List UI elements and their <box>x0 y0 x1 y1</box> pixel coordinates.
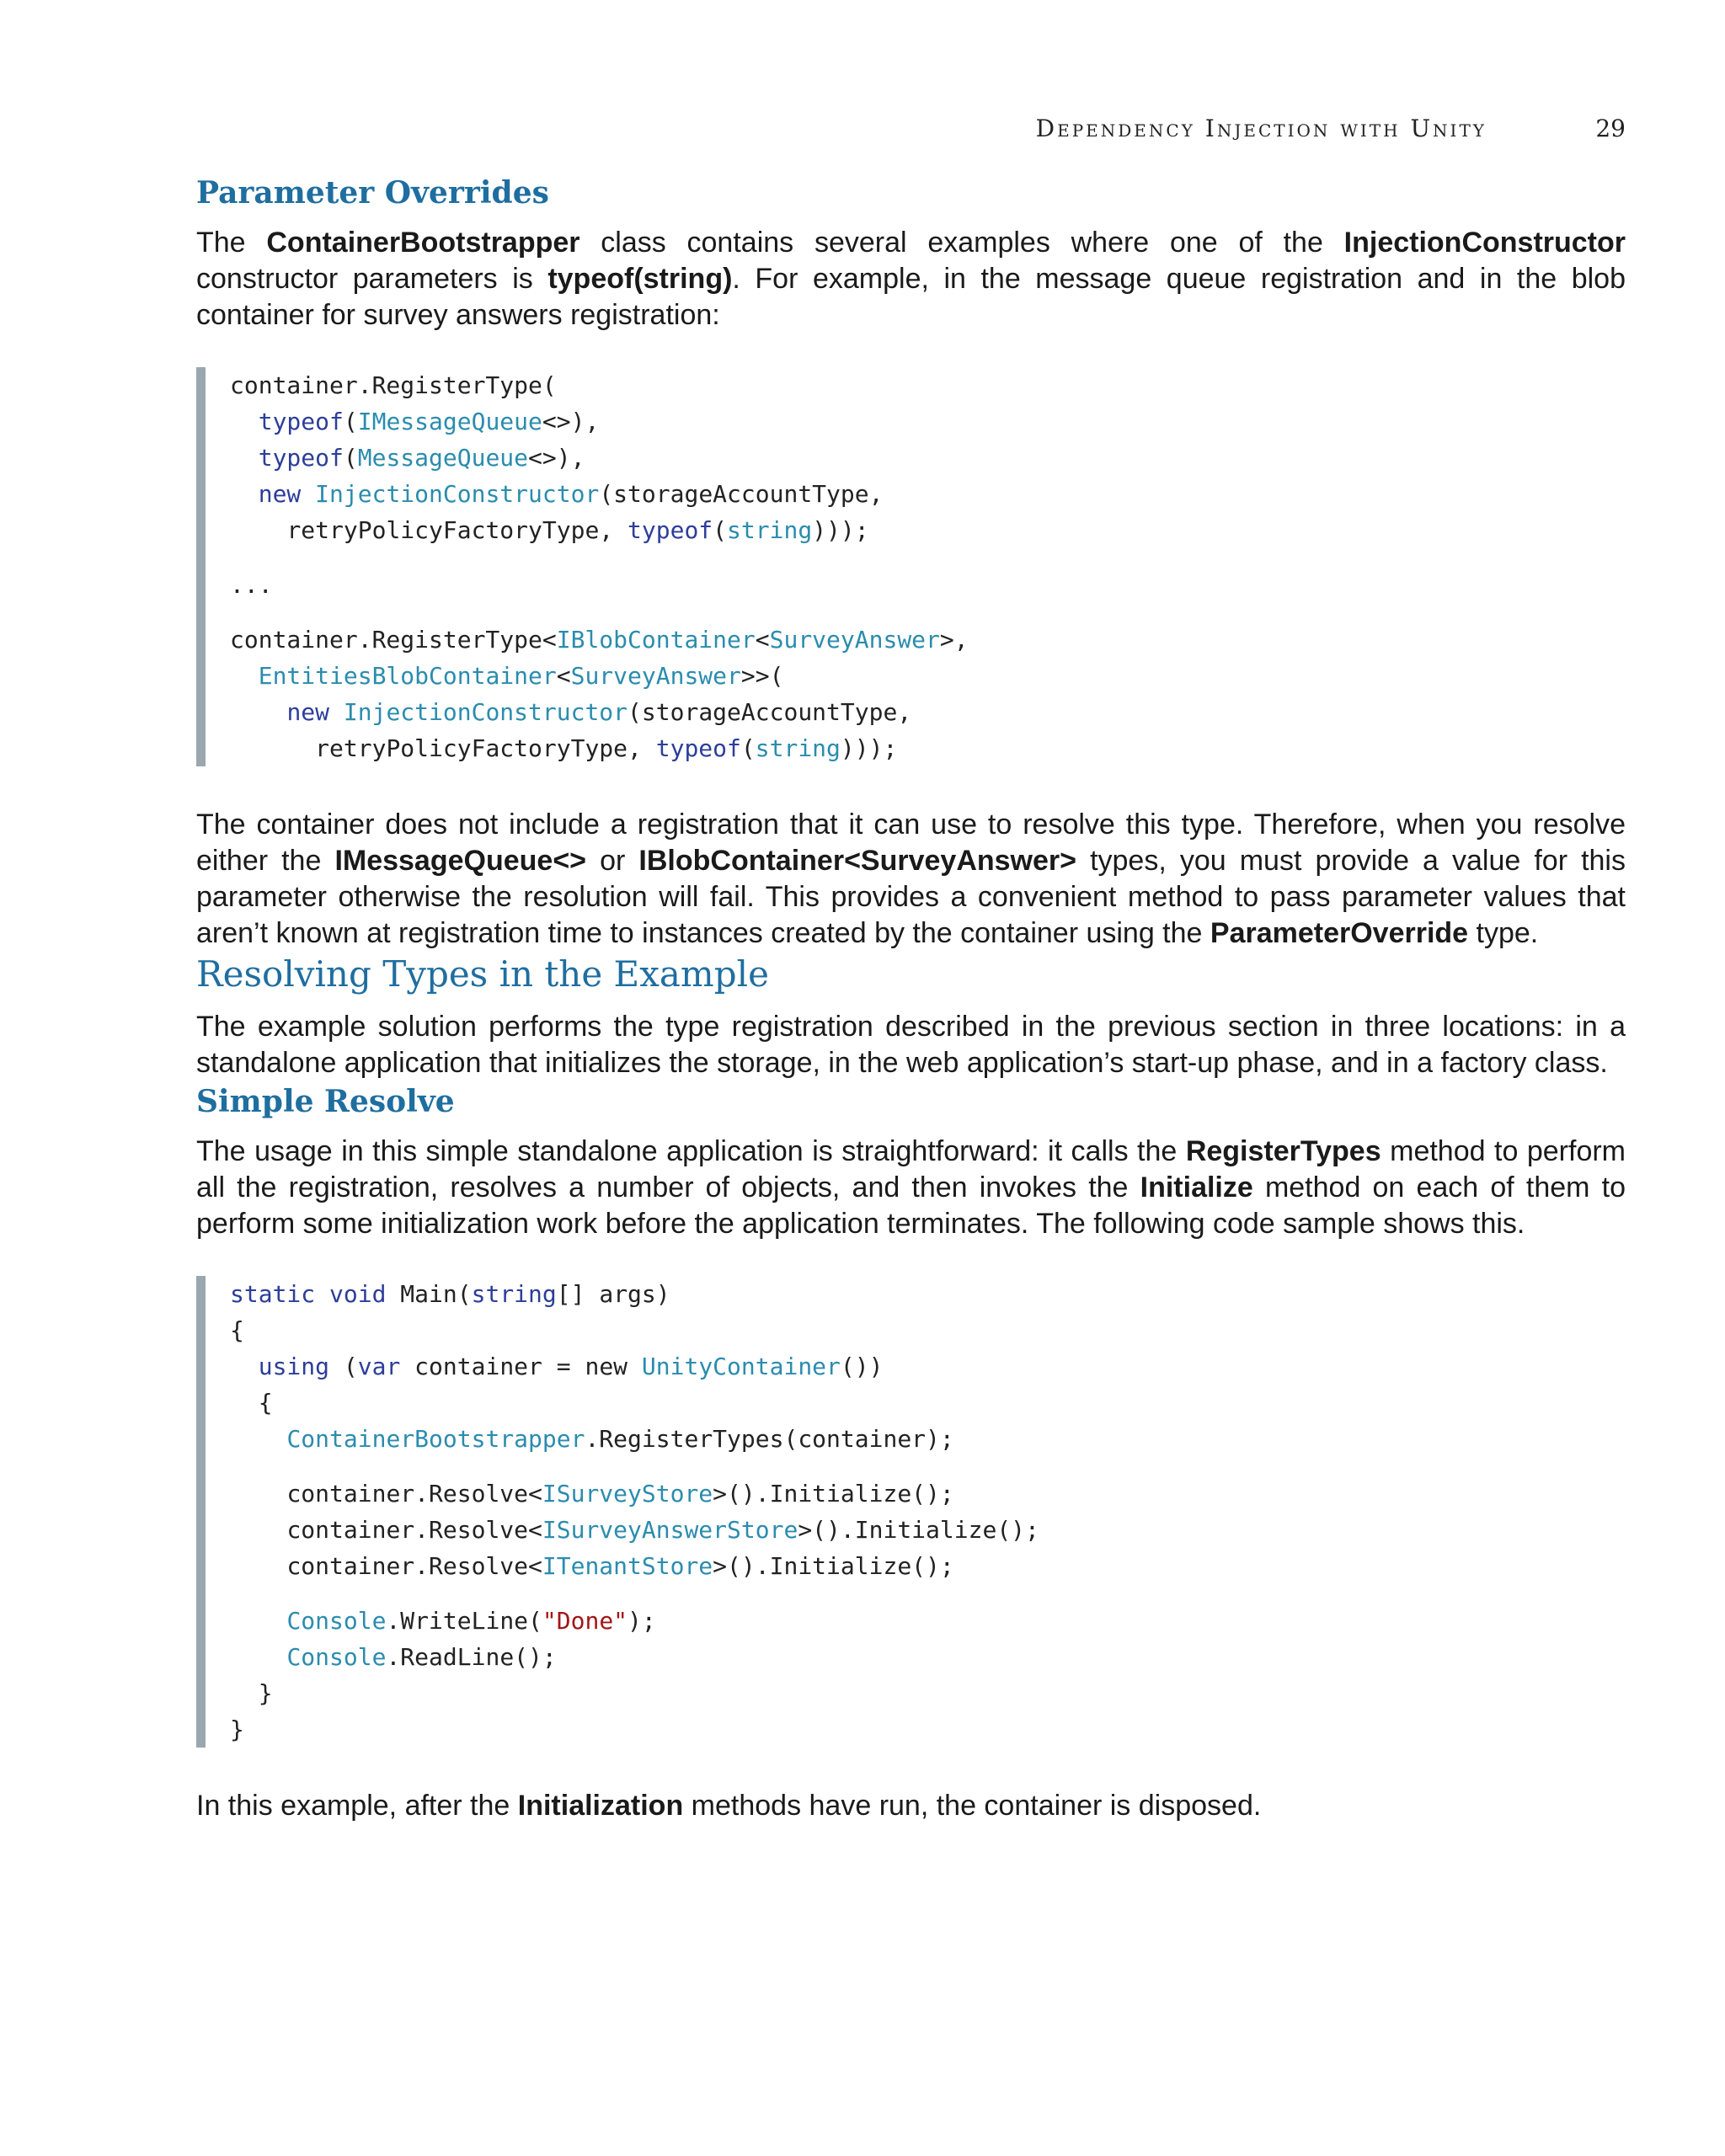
running-header <box>952 115 1626 145</box>
text: types, you must provide a value for this parameter otherwise the resolution will fail. This provides a convenient method to pass parameter values that aren’t known at registration time to instances created by the container using the <box>196 845 1626 949</box>
bold-term: typeof(string) <box>547 263 733 295</box>
code-line: typeof(MessageQueue<>), <box>258 444 585 472</box>
text: constructor parameters is <box>196 263 548 295</box>
bold-term: IBlobContainer<SurveyAnswer> <box>638 845 1077 877</box>
running-title: Dependency Injection with Unity <box>1035 115 1487 142</box>
text: methods have run, the container is disposed. <box>683 1790 1262 1822</box>
code-line: Console.WriteLine("Done"); <box>286 1607 656 1635</box>
text: The usage in this simple standalone application is straightforward: it calls the <box>196 1135 1186 1167</box>
page-content <box>196 173 1626 1824</box>
code-line: new InjectionConstructor(storageAccountType, <box>258 480 884 508</box>
bold-term: Initialize <box>1140 1171 1253 1203</box>
code-line: { <box>258 1389 273 1417</box>
bold-term: InjectionConstructor <box>1343 227 1626 259</box>
code-block-bar <box>196 1276 206 1748</box>
code-line: } <box>258 1679 273 1707</box>
paragraph-resolving-types: The example solution performs the type registration described in the previous section in three locations: in a standalone application that initializes the storage, in the web application’s start-up phase, and in a factory class. <box>196 1011 1626 1079</box>
heading-resolving-types: Resolving Types in the Example <box>196 953 769 995</box>
code-line: EntitiesBlobContainer<SurveyAnswer>>( <box>258 662 784 690</box>
code-line: retryPolicyFactoryType, typeof(string))); <box>286 516 869 544</box>
page-number: 29 <box>1595 115 1626 142</box>
code-line: typeof(IMessageQueue<>), <box>258 408 600 435</box>
code-ellipsis: ... <box>230 571 273 599</box>
code-line: Console.ReadLine(); <box>286 1643 557 1671</box>
paragraph-parameter-overrides <box>196 225 1626 334</box>
text: method to perform all the registration, resolves a number of objects, and then invokes the <box>196 1135 1626 1203</box>
code-line: } <box>230 1716 244 1743</box>
code-line: ContainerBootstrapper.RegisterTypes(container); <box>286 1425 954 1453</box>
code-line: container.Resolve<ITenantStore>().Initialize(); <box>286 1552 954 1580</box>
paragraph-disposed <box>196 1788 1626 1824</box>
code-line: container.RegisterType<IBlobContainer<SurveyAnswer>, <box>230 626 969 654</box>
bold-term: IMessageQueue<> <box>334 845 587 877</box>
code-block-registration <box>196 367 1626 766</box>
code-block-bar <box>196 367 206 766</box>
code-line: using (var container = new UnityContainer()) <box>258 1353 884 1380</box>
text: . For example, in the message queue registration and in the blob container for survey answers registration: <box>196 263 1626 331</box>
text: The container does not include a registration that it can use to resolve this type. Therefore, when you resolve either the <box>196 808 1626 877</box>
text: The <box>196 227 267 259</box>
code-line: static void Main(string[] args) <box>230 1280 670 1308</box>
paragraph-container-resolution <box>196 807 1626 952</box>
code-line: container.Resolve<ISurveyStore>().Initialize(); <box>286 1480 954 1508</box>
text: method on each of them to perform some initialization work before the application terminates. The following code sample shows this. <box>196 1171 1626 1240</box>
bold-term: ParameterOverride <box>1210 917 1469 949</box>
code-line: container.RegisterType( <box>230 371 557 399</box>
bold-term: ContainerBootstrapper <box>266 227 580 259</box>
paragraph-simple-resolve <box>196 1134 1626 1242</box>
code-line: retryPolicyFactoryType, typeof(string))); <box>315 734 898 762</box>
bold-term: Initialization <box>517 1790 684 1822</box>
text: In this example, after the <box>196 1790 518 1822</box>
text: or <box>586 845 639 877</box>
bold-term: RegisterTypes <box>1185 1135 1381 1167</box>
code-line: container.Resolve<ISurveyAnswerStore>().Initialize(); <box>286 1516 1039 1544</box>
code-block-main <box>196 1276 1626 1748</box>
code-line: { <box>230 1316 244 1344</box>
heading-parameter-overrides: Parameter Overrides <box>196 175 549 211</box>
text: type. <box>1468 917 1539 949</box>
code-line: new InjectionConstructor(storageAccountType, <box>286 698 912 726</box>
text: class contains several examples where one of the <box>579 227 1344 259</box>
heading-simple-resolve: Simple Resolve <box>196 1084 455 1119</box>
